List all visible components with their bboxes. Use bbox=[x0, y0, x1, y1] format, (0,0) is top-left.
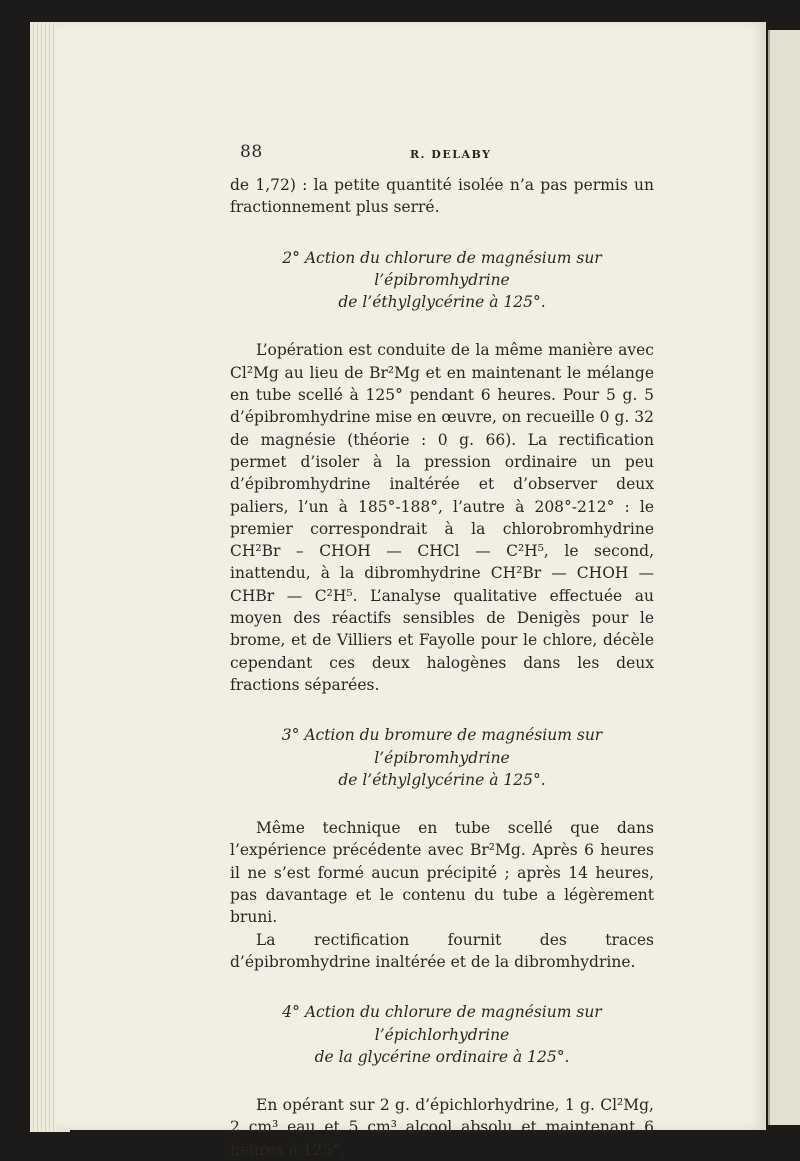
section-4-title-line-1: 4° Action du chlorure de magnésium sur l’épichlorhydrine bbox=[282, 1003, 602, 1044]
section-2-title-line-2: de l’éthylglycérine à 125°. bbox=[338, 293, 546, 312]
section-4-title bbox=[230, 1001, 654, 1068]
section-3-title-line-1: 3° Action du bromure de magnésium sur l’épibromhydrine bbox=[281, 726, 603, 767]
paragraph-section-3: Même technique en tube scellé que dans l’expérience précédente avec Br²Mg. Après 6 heures il ne s’est formé aucun précipité ; après 14 heures, pas davantage et le contenu du tube a légèrement bruni. bbox=[230, 819, 654, 927]
page-number: 88 bbox=[240, 142, 263, 162]
section-2-title-line-1: 2° Action du chlorure de magnésium sur l’épibromhydrine bbox=[282, 248, 602, 289]
running-head: R. DELABY bbox=[410, 148, 492, 161]
section-3-title bbox=[230, 724, 654, 791]
section-2-title bbox=[230, 247, 654, 314]
facing-page-edge bbox=[768, 30, 800, 1125]
page-header bbox=[230, 140, 654, 174]
paragraph-section-3-result: La rectification fournit des traces d’épibromhydrine inaltérée et de la dibromhydrine. bbox=[230, 930, 654, 971]
page-text-block bbox=[230, 140, 654, 1161]
paragraph-continuation: de 1,72) : la petite quantité isolée n’a pas permis un fractionnement plus serré. bbox=[230, 176, 654, 217]
section-3-title-line-2: de l’éthylglycérine à 125°. bbox=[338, 770, 546, 789]
section-4-title-line-2: de la glycérine ordinaire à 125°. bbox=[314, 1047, 570, 1066]
paragraph-section-4: En opérant sur 2 g. d’épichlorhydrine, 1 g. Cl²Mg, 2 cm³ eau et 5 cm³ alcool absolu et maintenant 6 heures à 125°, bbox=[230, 1096, 654, 1159]
paragraph-section-2: L’opération est conduite de la même manière avec Cl²Mg au lieu de Br²Mg et en maintenant le mélange en tube scellé à 125° pendant 6 heures. Pour 5 g. 5 d’épibromhydrine mise en œuvre, on recueille 0 g. 32 de magnésie (théorie : 0 g. 66). La rectification permet d’isoler à la pression ordinaire un peu d’épibromhydrine inaltérée et d’observer deux paliers, l’un à 185°-188°, l’autre à 208°-212° : le premier correspondrait à la chlorobromhydrine CH²Br – CHOH — CHCl — C²H⁵, le second, inattendu, à la dibromhydrine CH²Br — CHOH — CHBr — C²H⁵. L’analyse qualitative effectuée au moyen des réactifs sensibles de Denigès pour le brome, et de Villiers et Fayolle pour le chlore, décèle cependant ces deux halogènes dans les deux fractions séparées. bbox=[230, 341, 654, 694]
